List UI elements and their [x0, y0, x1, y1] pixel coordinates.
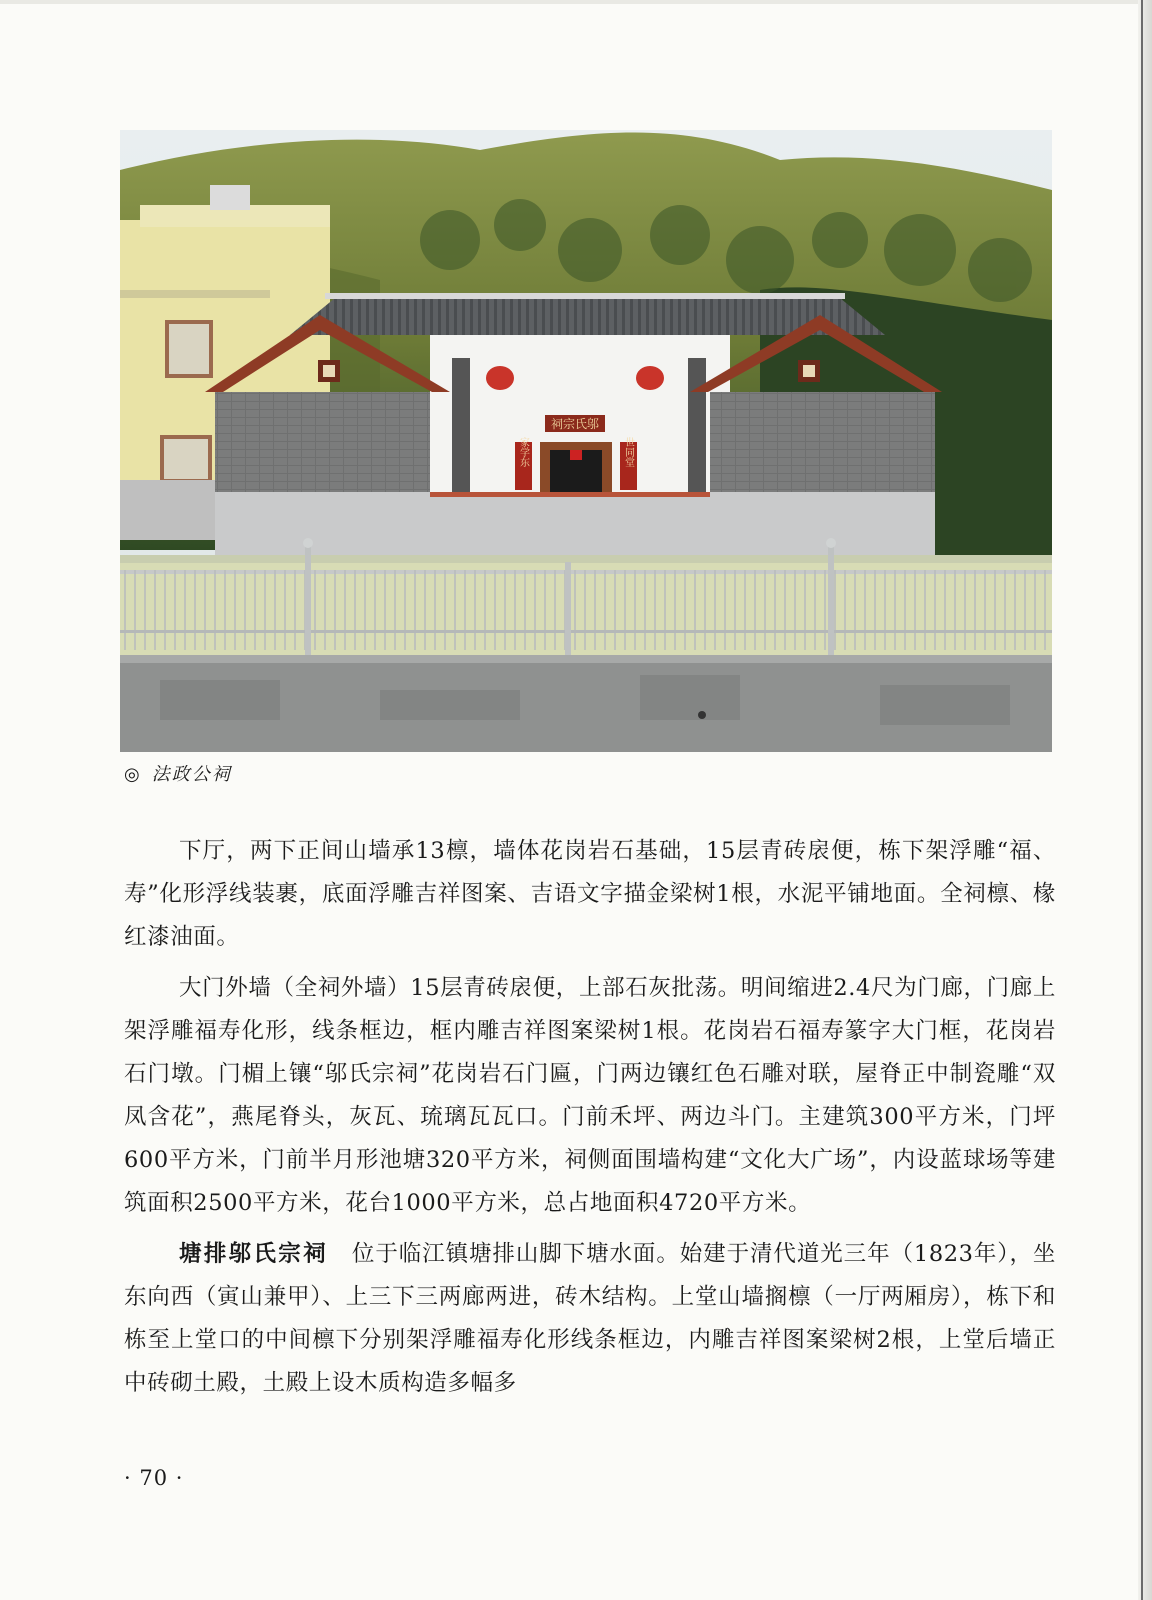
- caption-text: 法政公祠: [151, 764, 232, 785]
- ancestral-hall-photo: [120, 130, 1052, 752]
- paragraph-1: 下厅，两下正间山墙承13檩，墙体花岗岩石基础，15层青砖扆便，栋下架浮雕“福、寿”化形浮线装裹，底面浮雕吉祥图案、吉语文字描金梁树1根，水泥平铺地面。全祠檩、椽红漆油面。: [124, 838, 1056, 950]
- body-text: [124, 830, 1056, 1413]
- paragraph-2: 大门外墙（全祠外墙）15层青砖扆便，上部石灰批荡。明间缩进2.4尺为门廊，门廊上架浮雕福寿化形，线条框边，框内雕吉祥图案梁树1根。花岗岩石福寿篆字大门框，花岗岩石门墩。门楣上镶“邬氏宗祠”花岗岩石门匾，门两边镶红色石雕对联，屋脊正中制瓷雕“双凤含花”，燕尾脊头，灰瓦、琉璃瓦瓦口。门前禾坪、两边斗门。主建筑300平方米，门坪600平方米，门前半月形池塘320平方米，祠侧面围墙构建“文化大广场”，内设蓝球场等建筑面积2500平方米，花台1000平方米，总占地面积4720平方米。: [124, 975, 1056, 1216]
- paragraph-3: [124, 1233, 1056, 1405]
- caption-bullet-icon: ◎: [124, 764, 142, 785]
- plaque-text: 祠宗氏邬: [550, 417, 600, 431]
- scan-edge-right: [1138, 0, 1152, 1600]
- couplet-left: 家学东: [517, 437, 529, 467]
- paragraph-3-text: 位于临江镇塘排山脚下塘水面。始建于清代道光三年（1823年），坐东向西（寅山兼甲）、上三下三两廊两进，砖木结构。上堂山墙搁檩（一厅两厢房），栋下和栋至上堂口的中间檩下分别架浮雕福寿化形线条框边，内雕吉祥图案梁树2根，上堂后墙正中砖砌土殿，土殿上设木质构造多幅多: [124, 1241, 1056, 1396]
- entry-heading: 塘排邬氏宗祠: [179, 1241, 328, 1267]
- scan-edge-top: [0, 0, 1152, 4]
- photo-caption: [124, 760, 232, 786]
- page-number: · 70 ·: [124, 1466, 184, 1490]
- couplet-right: 世同堂: [622, 437, 634, 467]
